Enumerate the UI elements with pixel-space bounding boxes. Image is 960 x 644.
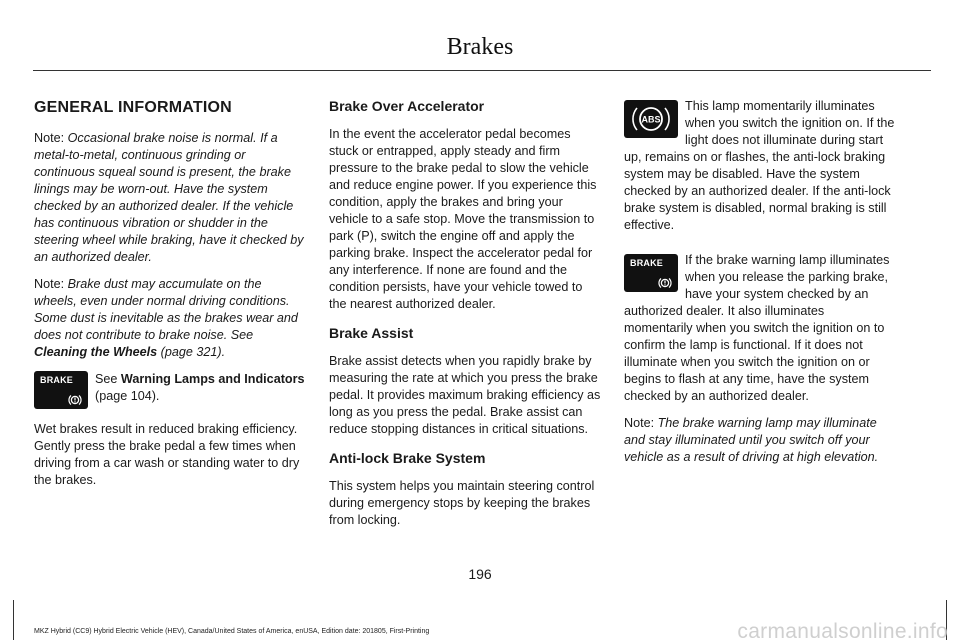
note-label: Note:: [34, 277, 65, 291]
footer-edition-info: MKZ Hybrid (CC9) Hybrid Electric Vehicle (HEV), Canada/United States of America, enUSA, Edition date: 201805, First-Printing: [34, 628, 430, 635]
brake-icon-label: BRAKE: [630, 258, 664, 268]
brake-over-accelerator-paragraph: In the event the accelerator pedal becomes stuck or entrapped, apply steady and firm pressure to the brake pedal to slow the vehicle and reduce engine power. If you experience this condition, apply the brakes and bring your vehicle to a safe stop. Move the transmission to park (P), switch the engine off and apply the parking brake. Inspect the accelerator pedal for any interference. If none are found and the condition persists, have your vehicle towed to the nearest authorized dealer.: [329, 127, 597, 311]
watermark: carmanualsonline.info: [737, 620, 948, 643]
brake-symbol-icon: [658, 277, 672, 289]
page-reference: (page 321).: [157, 345, 226, 359]
column-middle: [329, 92, 601, 539]
note-high-elevation: [624, 415, 896, 466]
brake-warning-reference: [34, 371, 306, 409]
abs-symbol-icon: [624, 100, 678, 138]
column-left: [34, 92, 306, 499]
page-number: 196: [468, 566, 492, 582]
brake-lamp-section: [624, 252, 896, 405]
heading-brake-over-accelerator: Brake Over Accelerator: [329, 98, 485, 114]
abs-warning-icon: [624, 100, 678, 138]
brake-assist-paragraph: Brake assist detects when you rapidly brake by measuring the rate at which you press the brake pedal. It provides maximum braking efficiency as long as you press the pedal. Brake assist can reduce stopping distances in critical situations.: [329, 354, 601, 436]
brake-icon-label: BRAKE: [40, 375, 74, 385]
note-label: Note:: [624, 416, 655, 430]
header-divider: [33, 70, 931, 71]
see-text: See: [95, 372, 121, 386]
cleaning-wheels-link[interactable]: Cleaning the Wheels: [34, 345, 158, 359]
note-label: Note:: [34, 131, 65, 145]
brake-warning-icon: [624, 254, 678, 292]
wet-brakes-paragraph: Wet brakes result in reduced braking efficiency. Gently press the brake pedal a few times when driving from a car wash or standing water to dry the brakes.: [34, 422, 300, 487]
column-right: [624, 92, 896, 476]
brake-warning-icon: [34, 371, 88, 409]
note-brake-dust: [34, 276, 306, 361]
note-text: Occasional brake noise is normal. If a metal-to-metal, continuous grinding or continuous squeal sound is present, the brake linings may be worn-out. Have the system checked by an authorized dealer. If the vehicle has continuous vibration or shudder in the steering wheel while braking, have it checked by an authorized dealer.: [34, 131, 304, 264]
warning-lamps-link[interactable]: Warning Lamps and Indicators: [120, 372, 305, 386]
heading-brake-assist: Brake Assist: [329, 325, 414, 341]
page-reference: (page 104).: [95, 389, 160, 403]
note-text: The brake warning lamp may illuminate and stay illuminated until you switch off your vehicle as a result of driving at high elevation.: [624, 416, 879, 464]
abs-lamp-section: [624, 98, 896, 234]
crop-mark-left: [13, 600, 14, 640]
page-header-title: Brakes: [446, 34, 514, 60]
warning-lamps-reference: [95, 371, 306, 405]
note-brake-noise: [34, 130, 306, 266]
note-text: Brake dust may accumulate on the wheels, even under normal driving conditions. Some dust is inevitable as the brakes wear and does not contribute to brake noise. See: [34, 277, 298, 342]
brake-lamp-paragraph: If the brake warning lamp illuminates when you release the parking brake, have your system checked by an authorized dealer. It also illuminates momentarily when you switch the ignition on to confirm the lamp is functional. If it does not illuminate when you switch the ignition on or begins to flash at any time, have the system checked by an authorized dealer.: [624, 253, 890, 403]
abs-paragraph: This system helps you maintain steering control during emergency stops by keeping the brakes from locking.: [329, 479, 595, 527]
section-heading-general-information: GENERAL INFORMATION: [34, 99, 232, 116]
brake-symbol-icon: [68, 394, 82, 406]
heading-anti-lock-brake-system: Anti-lock Brake System: [329, 450, 486, 466]
abs-lamp-paragraph: This lamp momentarily illuminates when you switch the ignition on. If the light does not illuminate during start up, remains on or flashes, the anti-lock braking system may be disabled. Have the system checked by an authorized dealer. If the anti-lock brake system is disabled, normal braking is still effective.: [624, 99, 895, 232]
abs-icon-label: ABS: [641, 114, 661, 125]
